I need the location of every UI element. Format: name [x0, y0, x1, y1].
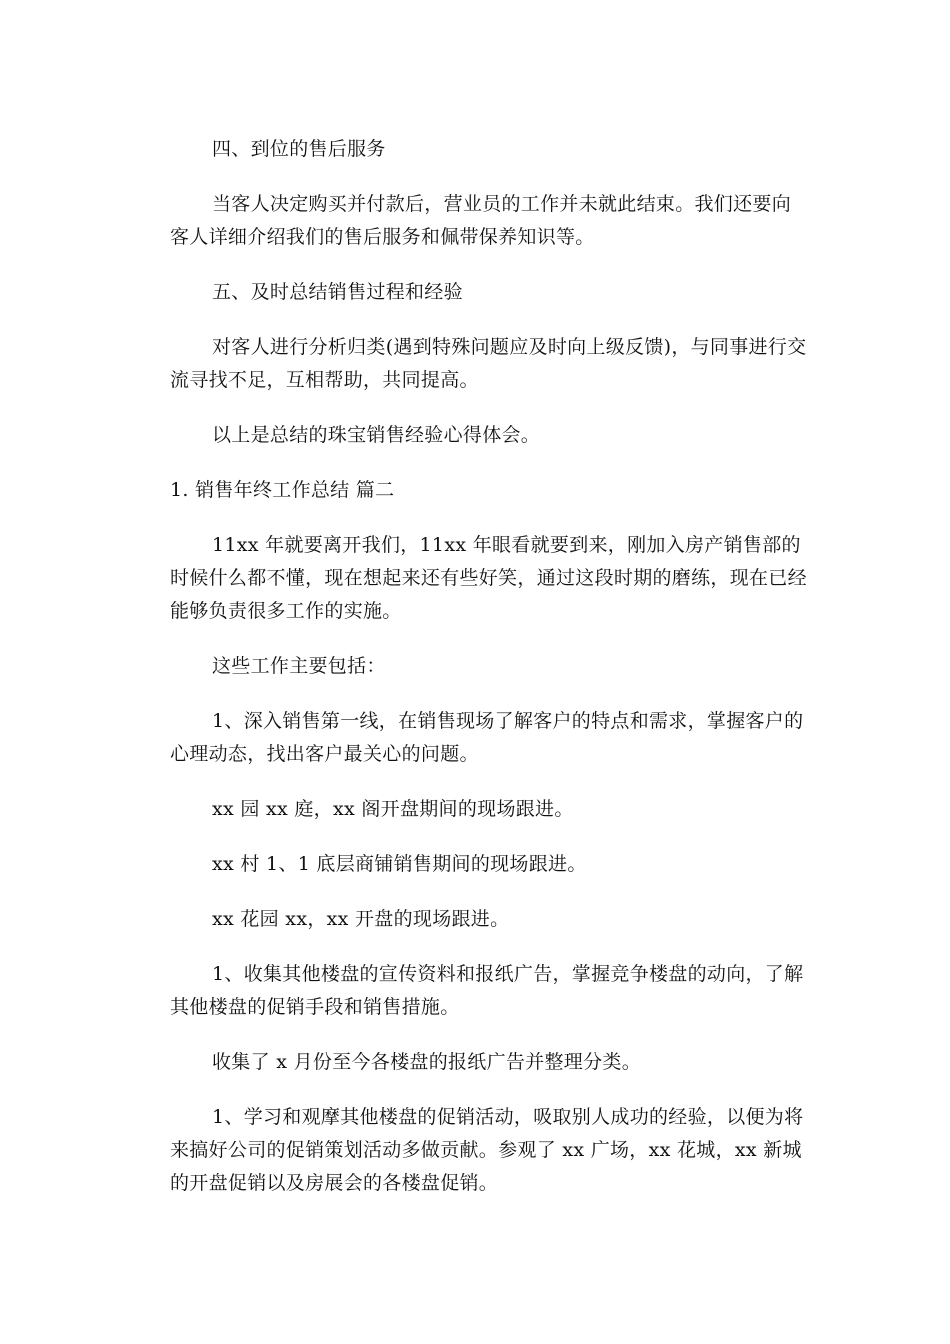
paragraph-work-item-2: 1、收集其他楼盘的宣传资料和报纸广告，掌握竞争楼盘的动向，了解其他楼盘的促销手段和销售措施。 — [170, 963, 804, 1018]
paragraph-conclusion: 以上是总结的珠宝销售经验心得体会。 — [212, 424, 541, 446]
article-heading-part-two: 1. 销售年终工作总结 篇二 — [170, 479, 395, 501]
paragraph-summary: 对客人进行分析归类(遇到特殊问题应及时向上级反馈)，与同事进行交流寻找不足，互相帮助，共同提高。 — [170, 336, 807, 391]
paragraph-work-item-3: 1、学习和观摩其他楼盘的促销活动，吸取别人成功的经验，以便为将来搞好公司的促销策划活动多做贡献。参观了 xx 广场，xx 花城，xx 新城的开盘促销以及房展会的各楼盘促销。 — [170, 1106, 804, 1194]
paragraph-project-follow-2: xx 村 1、1 底层商铺销售期间的现场跟进。 — [212, 853, 587, 875]
paragraph-work-item-1: 1、深入销售第一线，在销售现场了解客户的特点和需求，掌握客户的心理动态，找出客户最关心的问题。 — [170, 710, 804, 765]
paragraph-project-follow-3: xx 花园 xx，xx 开盘的现场跟进。 — [212, 908, 510, 930]
paragraph-ad-collection: 收集了 x 月份至今各楼盘的报纸广告并整理分类。 — [212, 1051, 641, 1073]
paragraph-year-intro: 11xx 年就要离开我们，11xx 年眼看就要到来，刚加入房产销售部的时候什么都不懂，现在想起来还有些好笑，通过这段时期的磨练，现在已经能够负责很多工作的实施。 — [170, 534, 807, 622]
section-heading-summary: 五、及时总结销售过程和经验 — [212, 281, 463, 303]
paragraph-project-follow-1: xx 园 xx 庭，xx 阁开盘期间的现场跟进。 — [212, 798, 574, 820]
paragraph-after-sales: 当客人决定购买并付款后，营业员的工作并未就此结束。我们还要向客人详细介绍我们的售后服务和佩带保养知识等。 — [170, 193, 792, 248]
section-heading-after-sales: 四、到位的售后服务 — [212, 138, 386, 160]
document-body — [170, 133, 810, 1222]
paragraph-work-includes: 这些工作主要包括： — [212, 655, 386, 677]
